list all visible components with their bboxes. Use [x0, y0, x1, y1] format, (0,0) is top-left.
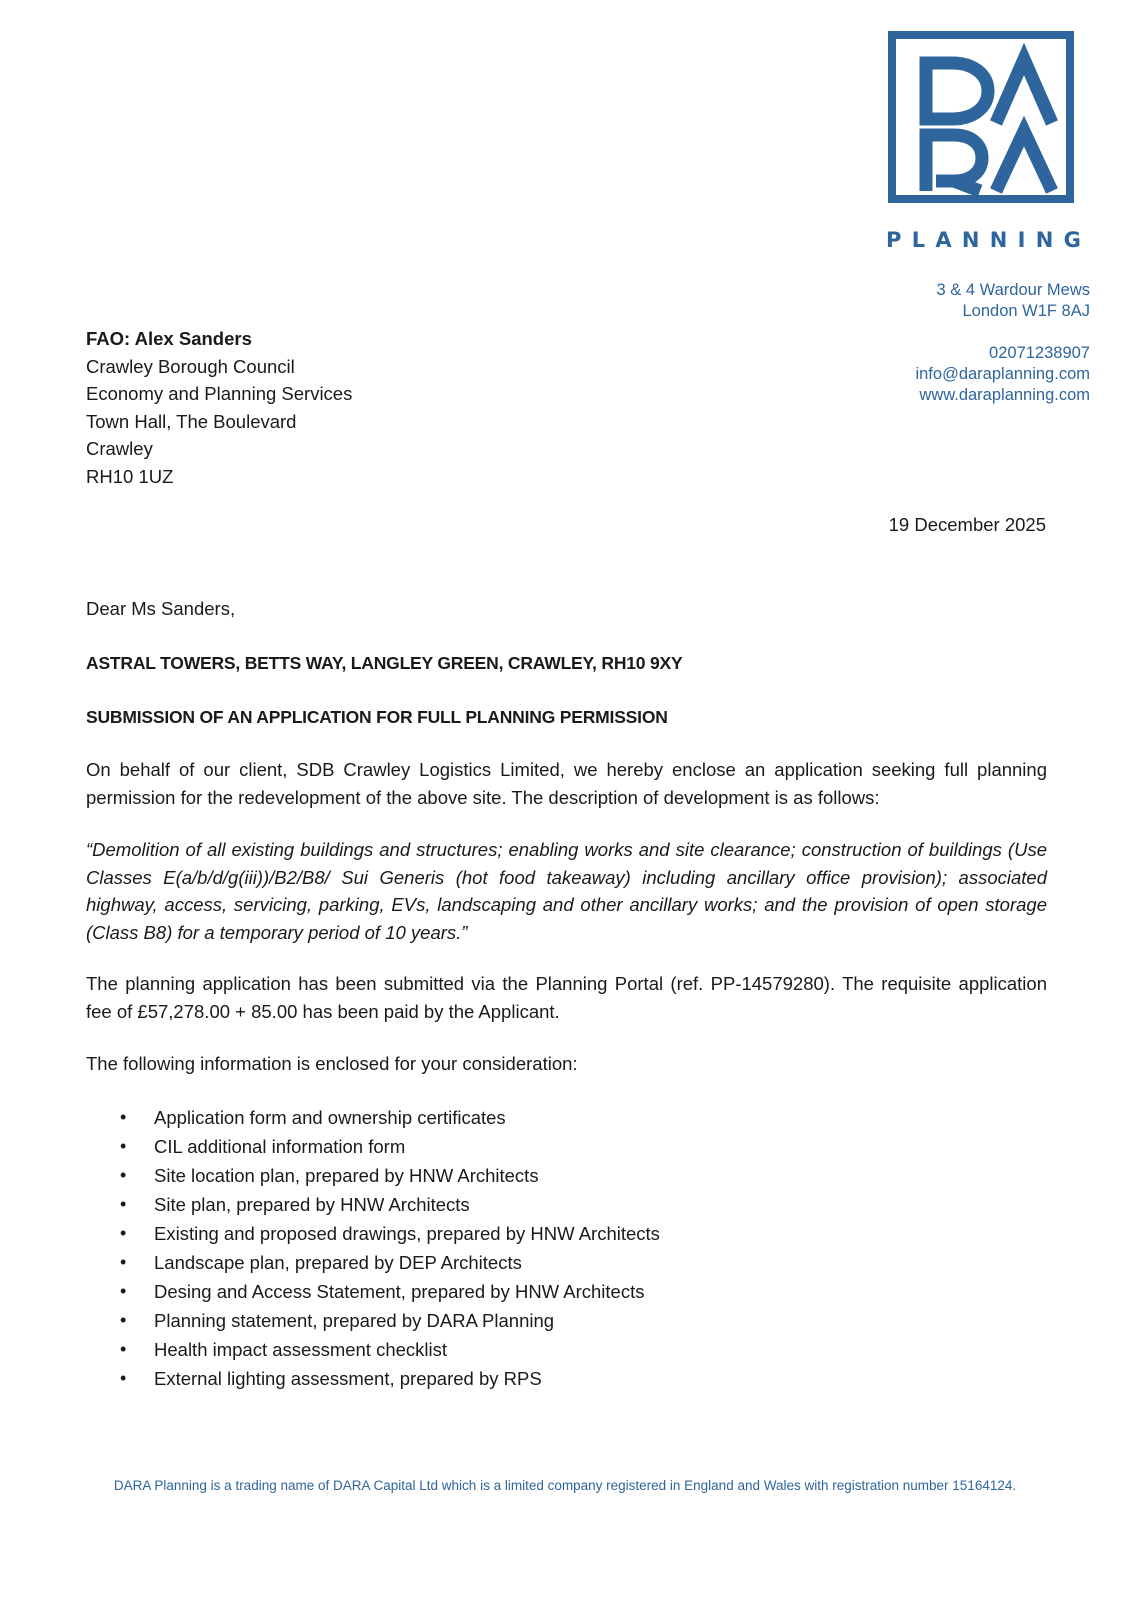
logo-lettermark-icon	[896, 39, 1082, 211]
subject-heading-application: SUBMISSION OF AN APPLICATION FOR FULL PLANNING PERMISSION	[86, 707, 668, 727]
recipient-line-2: Economy and Planning Services	[86, 383, 353, 404]
dara-planning-logo	[886, 31, 1092, 252]
contact-details	[915, 280, 1090, 406]
bullet-icon: •	[120, 1281, 127, 1301]
phone-number: 02071238907	[989, 344, 1090, 362]
address-line-1: 3 & 4 Wardour Mews	[936, 281, 1090, 299]
bullet-icon: •	[120, 1368, 127, 1388]
enclosures-list	[120, 1103, 660, 1393]
list-item: • Site plan, prepared by HNW Architects	[120, 1190, 660, 1219]
list-item: • Site location plan, prepared by HNW Architects	[120, 1161, 660, 1190]
website-link[interactable]: www.daraplanning.com	[919, 386, 1090, 404]
email-link[interactable]: info@daraplanning.com	[915, 365, 1090, 383]
recipient-line-4: Crawley	[86, 438, 153, 459]
recipient-address	[86, 325, 352, 490]
bullet-icon: •	[120, 1252, 127, 1272]
bullet-icon: •	[120, 1194, 127, 1214]
list-item: • Landscape plan, prepared by DEP Architects	[120, 1248, 660, 1277]
bullet-icon: •	[120, 1223, 127, 1243]
recipient-fao: FAO: Alex Sanders	[86, 328, 252, 349]
subject-heading-site: ASTRAL TOWERS, BETTS WAY, LANGLEY GREEN, CRAWLEY, RH10 9XY	[86, 653, 683, 673]
list-item: • CIL additional information form	[120, 1132, 660, 1161]
bullet-icon: •	[120, 1165, 127, 1185]
list-item: • Desing and Access Statement, prepared by HNW Architects	[120, 1277, 660, 1306]
list-item: • External lighting assessment, prepared by RPS	[120, 1364, 660, 1393]
salutation: Dear Ms Sanders,	[86, 598, 236, 619]
letter-date: 19 December 2025	[888, 514, 1046, 535]
logo-wordmark: PLANNING	[886, 228, 1092, 252]
logo-frame	[888, 31, 1074, 203]
list-item: • Application form and ownership certificates	[120, 1103, 660, 1132]
submission-paragraph: The planning application has been submitted via the Planning Portal (ref. PP-14579280). The requisite application fee of £57,278.00 + 85.00 has been paid by the Applicant.	[86, 973, 1047, 1022]
bullet-icon: •	[120, 1310, 127, 1330]
recipient-line-3: Town Hall, The Boulevard	[86, 410, 297, 432]
list-item: • Planning statement, prepared by DARA Planning	[120, 1306, 660, 1335]
bullet-icon: •	[120, 1339, 127, 1359]
intro-paragraph: On behalf of our client, SDB Crawley Logistics Limited, we hereby enclose an application seeking full planning permission for the redevelopment of the above site. The description of development is as follows:	[86, 759, 1047, 808]
bullet-icon: •	[120, 1136, 127, 1156]
address-line-2: London W1F 8AJ	[962, 302, 1090, 320]
enclosures-intro: The following information is enclosed for your consideration:	[86, 1053, 578, 1074]
list-item: • Health impact assessment checklist	[120, 1335, 660, 1364]
recipient-line-1: Crawley Borough Council	[86, 355, 295, 377]
bullet-icon: •	[120, 1107, 127, 1127]
list-item: • Existing and proposed drawings, prepared by HNW Architects	[120, 1219, 660, 1248]
development-description-quote: “Demolition of all existing buildings and structures; enabling works and site clearance; construction of buildings (Use Classes E(a/b/d/g(iii))/B2/B8/ Sui Generis (hot food takeaway) including ancillary office provision); associated highway, access, servicing, parking, EVs, landscaping and other ancillary works; and the provision of open storage (Class B8) for a temporary period of 10 years.”	[86, 839, 1047, 943]
recipient-line-5: RH10 1UZ	[86, 465, 174, 487]
company-registration-footer: DARA Planning is a trading name of DARA Capital Ltd which is a limited company registered in England and Wales with registration number 15164124.	[113, 1478, 1017, 1493]
